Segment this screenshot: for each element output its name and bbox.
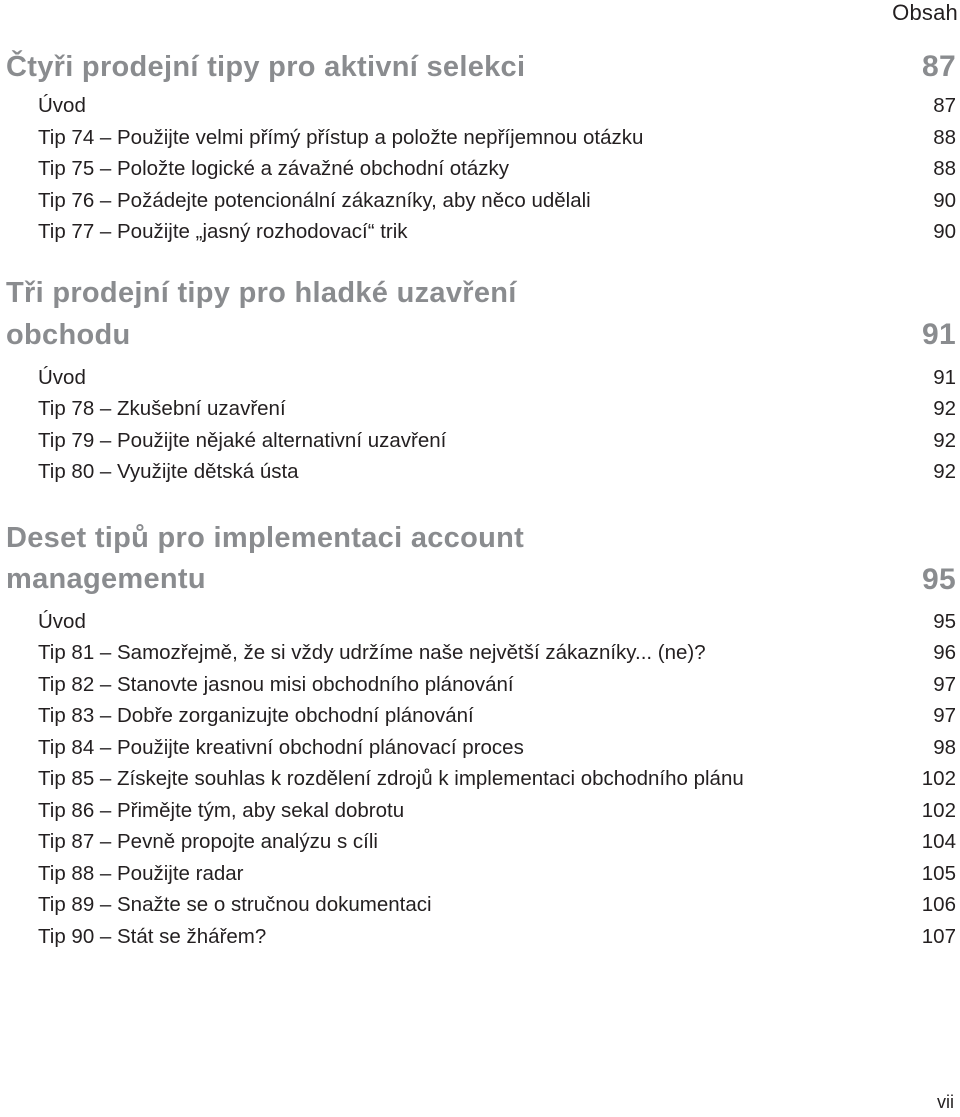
entry-label: Úvod — [38, 365, 86, 389]
toc-entry[interactable] — [6, 795, 956, 827]
section-title-line-1: Deset tipů pro implementaci account — [6, 521, 525, 554]
entry-label: Tip 80 – Využijte dětská ústa — [38, 460, 299, 483]
section-heading[interactable] — [6, 272, 956, 356]
entry-label: Tip 90 – Stát se žhářem? — [38, 924, 267, 948]
entry-list — [6, 606, 956, 953]
toc-section-2 — [6, 272, 956, 488]
entry-list — [6, 90, 956, 248]
entry-page-number: 106 — [921, 893, 956, 916]
entry-page-number: 90 — [933, 188, 956, 212]
running-head: Obsah — [892, 0, 958, 25]
table-of-contents — [6, 44, 956, 952]
entry-page-number: 98 — [933, 735, 956, 759]
toc-entry[interactable] — [6, 185, 956, 217]
entry-page-number: 96 — [933, 641, 956, 664]
entry-label: Úvod — [38, 609, 86, 633]
toc-entry[interactable] — [6, 637, 956, 669]
entry-page-number: 92 — [933, 460, 956, 483]
section-page-number: 95 — [922, 562, 956, 596]
entry-page-number: 88 — [933, 157, 956, 180]
section-page-number: 91 — [922, 317, 956, 351]
entry-page-number: 88 — [933, 125, 956, 149]
toc-entry[interactable] — [6, 889, 956, 921]
section-page-number: 87 — [922, 50, 956, 83]
entry-page-number: 105 — [921, 861, 956, 885]
toc-entry[interactable] — [6, 456, 956, 488]
section-title: Tři prodejní tipy pro hladké uzavření obchodu — [6, 276, 517, 351]
entry-list — [6, 362, 956, 488]
section-title — [6, 518, 524, 600]
toc-entry[interactable] — [6, 669, 956, 701]
entry-label: Tip 88 – Použijte radar — [38, 861, 244, 885]
entry-label: Tip 85 – Získejte souhlas k rozdělení zdrojů k implementaci obchodního plánu — [38, 767, 744, 790]
entry-page-number: 107 — [921, 924, 956, 948]
toc-entry[interactable] — [6, 826, 956, 858]
entry-label: Tip 89 – Snažte se o stručnou dokumentaci — [38, 893, 432, 916]
toc-entry[interactable] — [6, 606, 956, 638]
entry-label: Tip 86 – Přimějte tým, aby sekal dobrotu — [38, 798, 405, 822]
toc-entry[interactable] — [6, 153, 956, 185]
toc-entry[interactable] — [6, 90, 956, 122]
toc-entry[interactable] — [6, 122, 956, 154]
entry-label: Tip 78 – Zkušební uzavření — [38, 397, 286, 420]
entry-page-number: 97 — [933, 672, 956, 696]
toc-entry[interactable] — [6, 393, 956, 425]
entry-label: Úvod — [38, 94, 86, 117]
entry-label: Tip 82 – Stanovte jasnou misi obchodního plánování — [38, 672, 514, 696]
toc-section-3 — [6, 518, 956, 953]
entry-label: Tip 75 – Položte logické a závažné obchodní otázky — [38, 157, 510, 180]
entry-label: Tip 77 – Použijte „jasný rozhodovací“ trik — [38, 220, 408, 243]
entry-page-number: 102 — [921, 767, 956, 790]
entry-page-number: 91 — [933, 365, 956, 389]
toc-entry[interactable] — [6, 921, 956, 953]
section-heading[interactable] — [6, 44, 956, 88]
toc-entry[interactable] — [6, 425, 956, 457]
entry-page-number: 95 — [933, 609, 956, 633]
entry-label: Tip 76 – Požádejte potencionální zákazníky, aby něco udělali — [38, 188, 591, 212]
page-folio: vii — [937, 1092, 954, 1112]
section-heading[interactable] — [6, 518, 956, 600]
toc-entry[interactable] — [6, 732, 956, 764]
toc-entry[interactable] — [6, 362, 956, 394]
section-title: Čtyři prodejní tipy pro aktivní selekci — [6, 51, 526, 83]
entry-page-number: 97 — [933, 704, 956, 727]
entry-page-number: 92 — [933, 428, 956, 452]
toc-section-1 — [6, 44, 956, 248]
toc-entry[interactable] — [6, 216, 956, 248]
entry-page-number: 92 — [933, 397, 956, 420]
entry-label: Tip 84 – Použijte kreativní obchodní plánovací proces — [38, 735, 524, 759]
toc-entry[interactable] — [6, 700, 956, 732]
entry-page-number: 102 — [921, 798, 956, 822]
toc-entry[interactable] — [6, 763, 956, 795]
entry-page-number: 90 — [933, 220, 956, 243]
section-title-line-2: managementu — [6, 562, 206, 595]
entry-label: Tip 79 – Použijte nějaké alternativní uzavření — [38, 428, 447, 452]
toc-entry[interactable] — [6, 858, 956, 890]
entry-label: Tip 74 – Použijte velmi přímý přístup a položte nepříjemnou otázku — [38, 125, 644, 149]
entry-label: Tip 83 – Dobře zorganizujte obchodní plánování — [38, 704, 474, 727]
entry-label: Tip 87 – Pevně propojte analýzu s cíli — [38, 830, 378, 853]
entry-page-number: 104 — [921, 830, 956, 853]
entry-page-number: 87 — [933, 94, 956, 117]
entry-label: Tip 81 – Samozřejmě, že si vždy udržíme naše největší zákazníky... (ne)? — [38, 641, 706, 664]
